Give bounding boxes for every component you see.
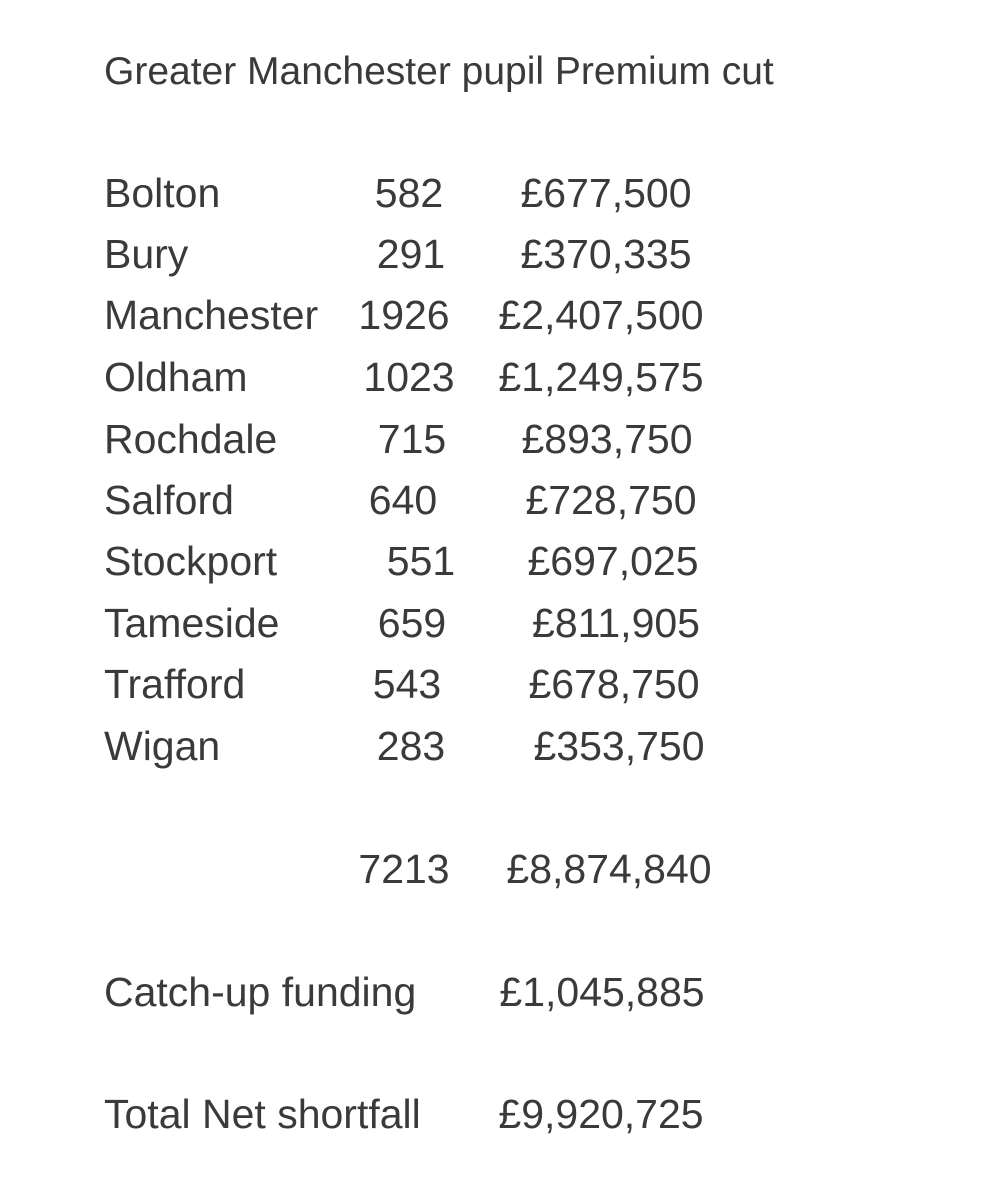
row-name-oldham: Oldham [104, 354, 248, 400]
catchup-label: Catch-up funding [104, 969, 417, 1015]
row-count-wigan: 283 [376, 723, 446, 769]
net-shortfall-label: Total Net shortfall [104, 1091, 421, 1137]
catchup-amount: £1,045,885 [499, 969, 705, 1015]
row-name-rochdale: Rochdale [104, 416, 278, 462]
row-name-bolton: Bolton [104, 170, 221, 216]
row-amount-salford: £728,750 [525, 477, 697, 523]
row-count-tameside: 659 [377, 600, 447, 646]
row-amount-stockport: £697,025 [527, 538, 699, 584]
row-count-stockport: 551 [386, 538, 456, 584]
row-count-manchester: 1926 [358, 292, 450, 338]
row-amount-oldham: £1,249,575 [498, 354, 704, 400]
total-count: 7213 [358, 846, 450, 892]
row-count-bolton: 582 [374, 170, 444, 216]
net-shortfall-amount: £9,920,725 [498, 1091, 704, 1137]
row-amount-bolton: £677,500 [520, 170, 692, 216]
row-name-manchester: Manchester [104, 292, 319, 338]
row-name-salford: Salford [104, 477, 234, 523]
row-amount-manchester: £2,407,500 [498, 292, 704, 338]
row-count-trafford: 543 [372, 661, 442, 707]
row-name-wigan: Wigan [104, 723, 221, 769]
row-amount-wigan: £353,750 [533, 723, 705, 769]
row-count-salford: 640 [368, 477, 438, 523]
row-name-bury: Bury [104, 231, 189, 277]
row-amount-rochdale: £893,750 [521, 416, 693, 462]
row-amount-bury: £370,335 [520, 231, 692, 277]
row-name-stockport: Stockport [104, 538, 278, 584]
row-name-tameside: Tameside [104, 600, 280, 646]
row-count-rochdale: 715 [377, 416, 447, 462]
row-amount-trafford: £678,750 [528, 661, 700, 707]
row-count-oldham: 1023 [363, 354, 455, 400]
row-count-bury: 291 [376, 231, 446, 277]
row-amount-tameside: £811,905 [532, 600, 700, 646]
page-title: Greater Manchester pupil Premium cut [104, 50, 774, 93]
row-name-trafford: Trafford [104, 661, 246, 707]
total-amount: £8,874,840 [506, 846, 712, 892]
